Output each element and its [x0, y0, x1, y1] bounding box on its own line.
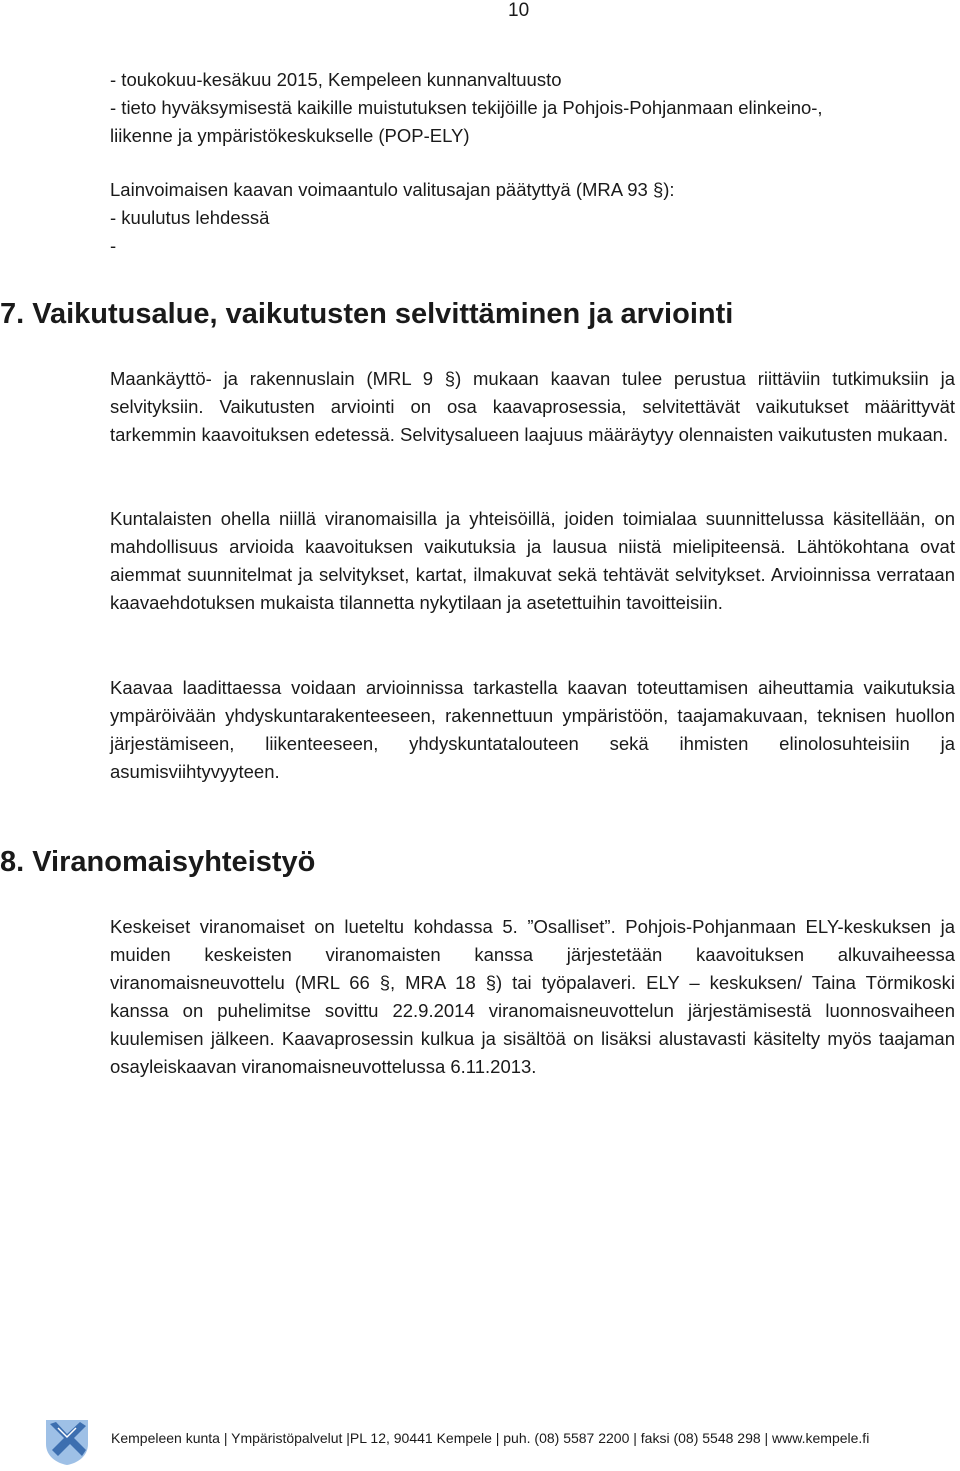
intro-line: liikenne ja ympäristökeskukselle (POP-ELY) [110, 125, 470, 146]
page-number: 10 [508, 0, 530, 21]
page-footer [0, 1418, 960, 1470]
intro-line: - toukokuu-kesäkuu 2015, Kempeleen kunnanvaltuusto [110, 69, 562, 90]
section-7-paragraph-2: Kuntalaisten ohella niillä viranomaisilla ja yhteisöillä, joiden toimialaa suunnittelussa käsitellään, on mahdollisuus arvioida kaavoituksen vaikutuksia ja lausua niistä mielipiteensä. Lähtökohtana ovat aiemmat suunnitelmat ja selvitykset, kartat, ilmakuvat sekä tehtävät selvitykset. Arvioinnissa verrataan kaavaehdotuksen mukaista tilannetta nykytilaan ja asetettuihin tavoitteisiin. [110, 508, 955, 613]
kempele-coat-of-arms-icon [44, 1418, 90, 1466]
section-7-paragraph-1: Maankäyttö- ja rakennuslain (MRL 9 §) mukaan kaavan tulee perustua riittäviin tutkimuksiin ja selvityksiin. Vaikutusten arviointi on osa kaavaprosessia, selvitettävät vaikutukset määrittyvät tarkemmin kaavoituksen edetessä. Selvitysalueen laajuus määräytyy olennaisten vaikutusten mukaan. [110, 368, 955, 445]
intro-line: - tieto hyväksymisestä kaikille muistutuksen tekijöille ja Pohjois-Pohjanmaan elinkeino-, [110, 97, 823, 118]
intro-block [110, 66, 955, 260]
section-8-heading: 8. Viranomaisyhteistyö [0, 846, 316, 878]
footer-contact: Kempeleen kunta | Ympäristöpalvelut |PL 12, 90441 Kempele | puh. (08) 5587 2200 | faksi (08) 5548 298 | www.kempele.fi [111, 1430, 870, 1446]
section-7-heading: 7. Vaikutusalue, vaikutusten selvittäminen ja arviointi [0, 298, 734, 330]
intro-line: - kuulutus lehdessä [110, 207, 270, 228]
section-8-paragraph: Keskeiset viranomaiset on lueteltu kohdassa 5. ”Osalliset”. Pohjois-Pohjanmaan ELY-keskuksen ja muiden keskeisten viranomaisten kanssa järjestetään kaavoituksen alkuvaiheessa viranomaisneuvottelu (MRL 66 §, MRA 18 §) tai työpalaveri. ELY – keskuksen/ Taina Törmikoski kanssa on puhelimitse sovittu 22.9.2014 viranomaisneuvottelun järjestämisestä luonnosvaiheen kuulemisen jälkeen. Kaavaprosessin kulkua ja sisältöä on lisäksi alustavasti käsitelty myös taajaman osayleiskaavan viranomaisneuvottelussa 6.11.2013. [110, 916, 955, 1077]
intro-line: Lainvoimaisen kaavan voimaantulo valitusajan päätyttyä (MRA 93 §): [110, 179, 675, 200]
intro-line: - [110, 235, 117, 256]
section-7-paragraph-3: Kaavaa laadittaessa voidaan arvioinnissa tarkastella kaavan toteuttamisen aiheuttamia vaikutuksia ympäröivään yhdyskuntarakenteeseen, rakennettuun ympäristöön, taajamakuvaan, teknisen huollon järjestämiseen, liikenteeseen, yhdyskuntatalouteen sekä ihmisten elinolosuhteisiin ja asumisviihtyvyyteen. [110, 677, 955, 782]
